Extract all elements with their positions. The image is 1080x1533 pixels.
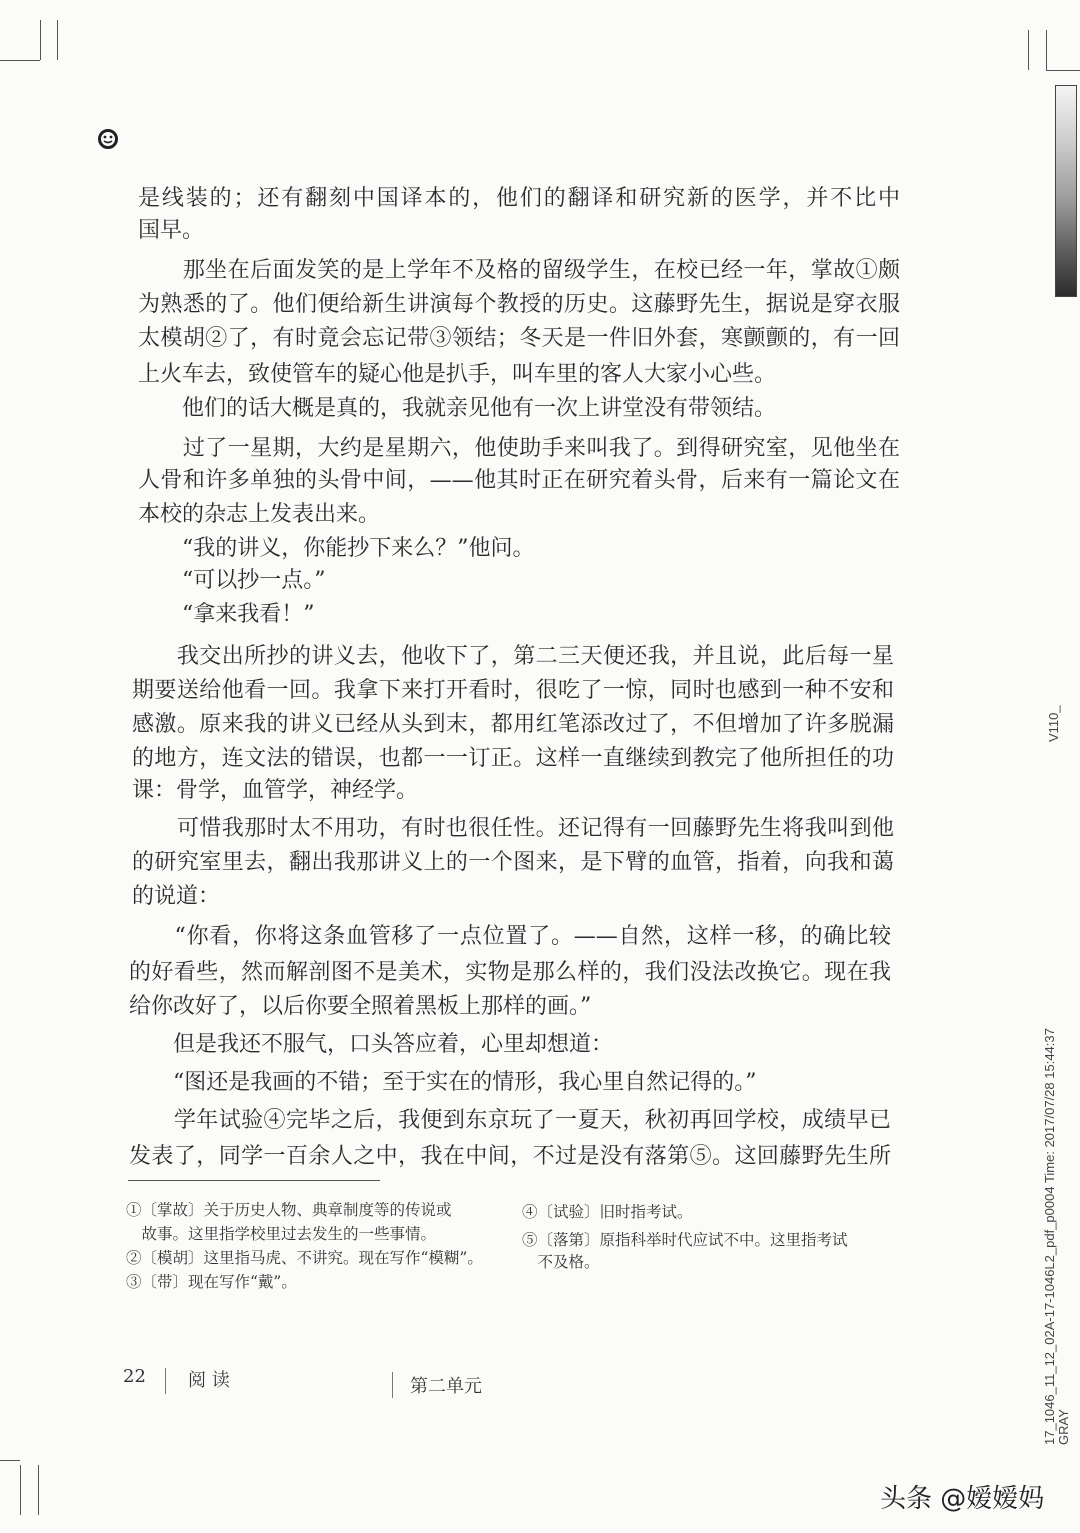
text-line: 人骨和许多单独的头骨中间，——他其时正在研究着头骨，后来有一篇论文在 bbox=[138, 468, 900, 493]
text-line: 的研究室里去，翻出我那讲义上的一个图来，是下臂的血管，指着，向我和蔼 bbox=[132, 850, 894, 875]
crop-mark bbox=[20, 1465, 21, 1515]
footnote: ①〔掌故〕关于历史人物、典章制度等的传说或 bbox=[126, 1201, 452, 1219]
text-line: 学年试验④完毕之后，我便到东京玩了一夏天，秋初再回学校，成绩早已 bbox=[129, 1108, 891, 1133]
text-line: 的说道： bbox=[132, 884, 221, 909]
text-line: 期要送给他看一回。我拿下来打开看时，很吃了一惊，同时也感到一种不安和 bbox=[132, 678, 894, 703]
text-line: 的好看些，然而解剖图不是美术，实物是那么样的，我们没法改换它。现在我 bbox=[129, 960, 891, 985]
smiley-icon bbox=[97, 128, 119, 150]
footnote: ③〔带〕现在写作“戴”。 bbox=[126, 1273, 297, 1291]
text-line: 那坐在后面发笑的是上学年不及格的留级学生，在校已经一年，掌故①颇 bbox=[138, 258, 900, 283]
crop-mark bbox=[1046, 70, 1080, 71]
page-number: 22 bbox=[123, 1366, 146, 1387]
text-line: 本校的杂志上发表出来。 bbox=[138, 502, 381, 527]
text-line: “你看，你将这条血管移了一点位置了。——自然，这样一移，的确比较 bbox=[129, 924, 891, 949]
text-line: 过了一星期，大约是星期六，他使助手来叫我了。到得研究室，见他坐在 bbox=[138, 436, 900, 461]
watermark: 头条 @嫒嫒妈 bbox=[880, 1484, 1045, 1514]
crop-mark bbox=[38, 1465, 39, 1515]
footer-divider bbox=[165, 1368, 166, 1394]
text-line: 我交出所抄的讲义去，他收下了，第二三天便还我，并且说，此后每一星 bbox=[132, 644, 894, 669]
crop-mark bbox=[0, 60, 40, 61]
text-line: “我的讲义，你能抄下来么？”他问。 bbox=[138, 536, 535, 561]
text-line: 发表了，同学一百余人之中，我在中间，不过是没有落第⑤。这回藤野先生所 bbox=[129, 1144, 891, 1169]
footnote-divider bbox=[128, 1180, 380, 1181]
text-line: “拿来我看！” bbox=[138, 602, 315, 627]
footnote: 不及格。 bbox=[522, 1253, 600, 1271]
crop-mark bbox=[1046, 30, 1047, 70]
text-line: 课：骨学，血管学，神经学。 bbox=[132, 778, 419, 803]
text-line: 他们的话大概是真的，我就亲见他有一次上讲堂没有带领结。 bbox=[138, 396, 777, 421]
text-line: 感激。原来我的讲义已经从头到末，都用红笔添改过了，不但增加了许多脱漏 bbox=[132, 712, 894, 737]
footnote: ②〔模胡〕这里指马虎、不讲究。现在写作“模糊”。 bbox=[126, 1249, 483, 1267]
crop-mark bbox=[1028, 30, 1029, 70]
gray-scale-bar bbox=[1055, 85, 1077, 297]
text-line: 上火车去，致使管车的疑心他是扒手，叫车里的客人大家小心些。 bbox=[138, 362, 777, 387]
text-line: 给你改好了，以后你要全照着黑板上那样的画。” bbox=[129, 994, 592, 1019]
crop-mark bbox=[57, 20, 58, 60]
text-line: “图还是我画的不错；至于实在的情形，我心里自然记得的。” bbox=[129, 1070, 757, 1095]
text-line: 太模胡②了，有时竟会忘记带③领结；冬天是一件旧外套，寒颤颤的，有一回 bbox=[138, 326, 900, 351]
body-text bbox=[129, 0, 908, 1200]
footer-section: 阅 读 bbox=[188, 1370, 230, 1391]
footnote: ⑤〔落第〕原指科举时代应试不中。这里指考试 bbox=[522, 1231, 848, 1249]
crop-mark bbox=[0, 1460, 20, 1461]
footnote: ④〔试验〕旧时指考试。 bbox=[522, 1203, 693, 1221]
print-info: 17_1046_11_12_02A-17-1046L2_pdf_p0004 Time: 2017/07/28 15:44:37 bbox=[1042, 1028, 1057, 1445]
text-line: 的地方，连文法的错误，也都一一订正。这样一直继续到教完了他所担任的功 bbox=[132, 746, 894, 771]
footnote: 故事。这里指学校里过去发生的一些事情。 bbox=[126, 1225, 437, 1243]
text-line: 可惜我那时太不用功，有时也很任性。还记得有一回藤野先生将我叫到他 bbox=[132, 816, 894, 841]
text-line: 是线装的；还有翻刻中国译本的，他们的翻译和研究新的医学，并不比中 bbox=[138, 186, 900, 211]
footer-divider bbox=[392, 1372, 393, 1398]
version-label: V110_ bbox=[1046, 705, 1061, 742]
text-line: 为熟悉的了。他们便给新生讲演每个教授的历史。这藤野先生，据说是穿衣服 bbox=[138, 292, 900, 317]
text-line: 但是我还不服气，口头答应着，心里却想道： bbox=[129, 1032, 614, 1057]
footer-unit: 第二单元 bbox=[410, 1376, 482, 1397]
text-line: 国早。 bbox=[138, 218, 205, 243]
text-line: “可以抄一点。” bbox=[138, 568, 326, 593]
gray-label: GRAY bbox=[1056, 1409, 1071, 1445]
crop-mark bbox=[40, 20, 41, 60]
